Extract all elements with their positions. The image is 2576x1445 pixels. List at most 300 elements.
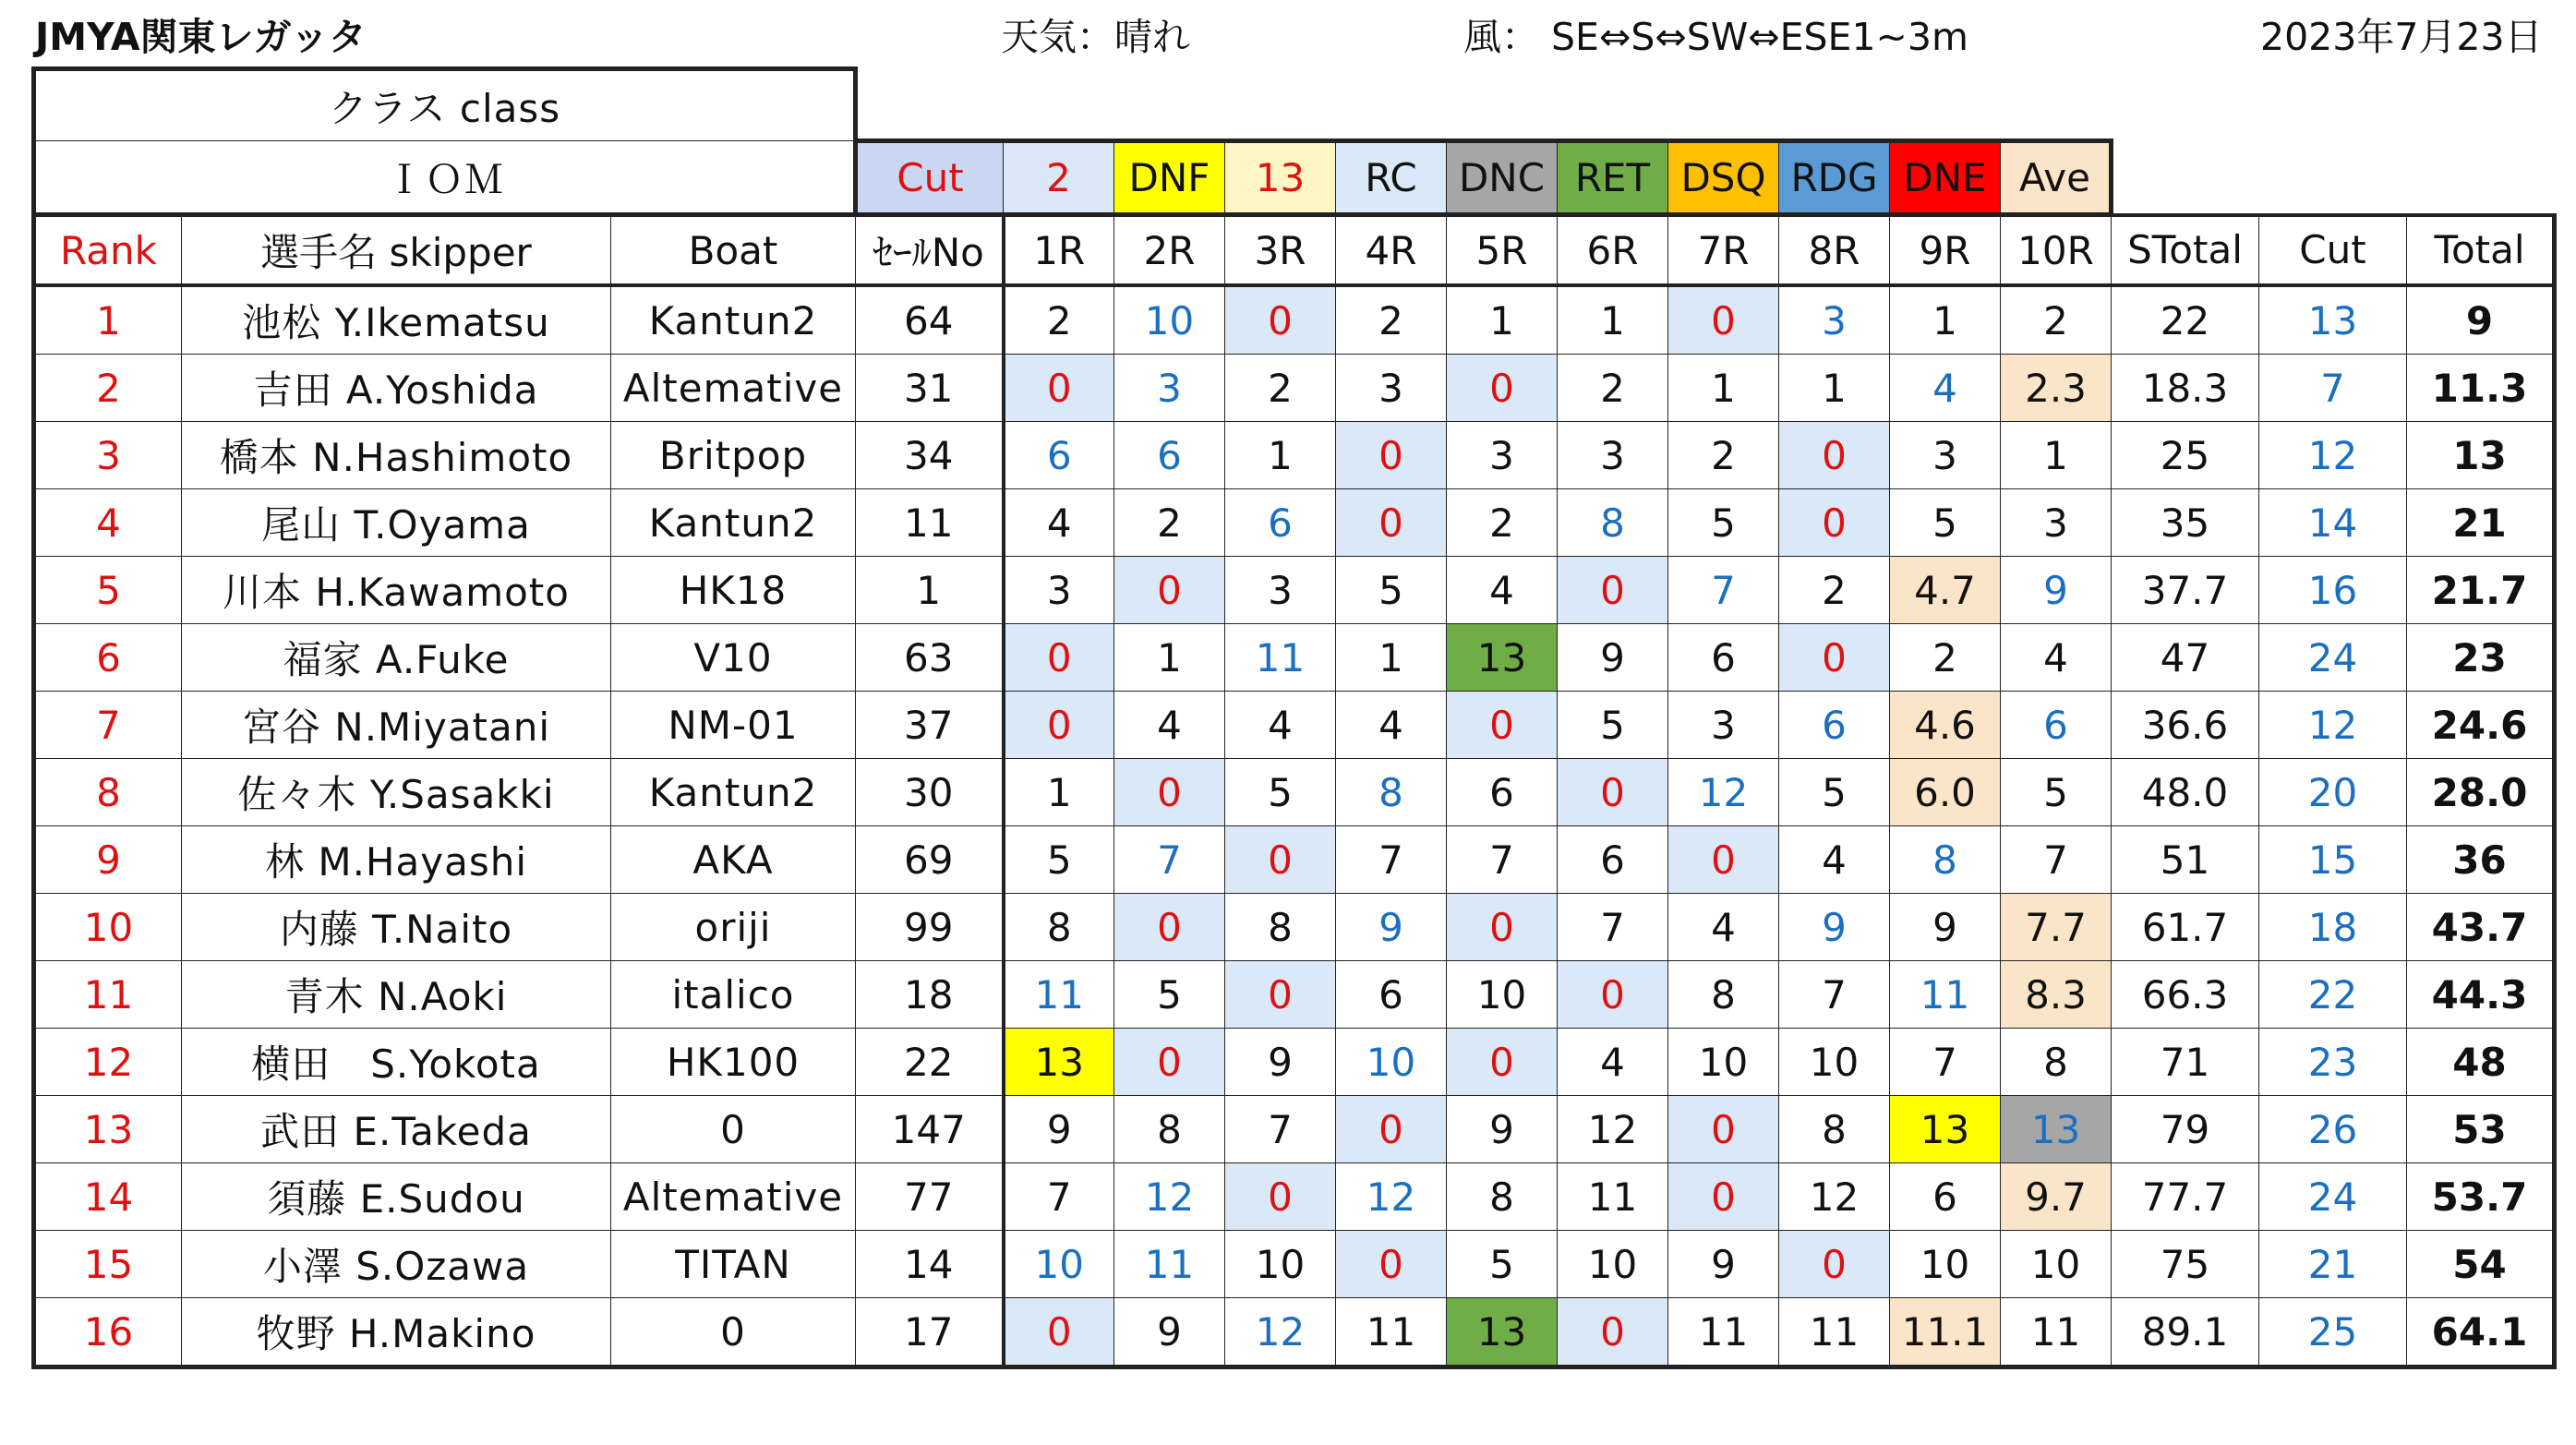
race-1-score: 7 <box>1004 1163 1114 1231</box>
boat-cell: Altemative <box>611 1163 856 1231</box>
total-cell: 9 <box>2407 285 2555 355</box>
race-7-score: 0 <box>1668 1096 1779 1163</box>
result-row <box>34 355 2555 422</box>
boat-cell: HK100 <box>611 1029 856 1096</box>
race-2-score: 3 <box>1114 355 1225 422</box>
race-7-score: 5 <box>1668 489 1779 557</box>
race-5-score: 0 <box>1447 894 1558 961</box>
sail-number-cell: 18 <box>856 961 1004 1029</box>
results-table <box>31 66 2557 1369</box>
skipper-cell: 吉田 A.Yoshida <box>182 355 611 422</box>
race-8-score: 6 <box>1779 692 1890 759</box>
result-row <box>34 557 2555 624</box>
skipper-cell: 牧野 H.Makino <box>182 1298 611 1367</box>
race-5-score: 0 <box>1447 355 1558 422</box>
race-1-score: 4 <box>1004 489 1114 557</box>
race-2-score: 7 <box>1114 826 1225 894</box>
wind-text: 風： SE⇔S⇔SW⇔ESE1~3m <box>1463 15 1968 59</box>
race-10-score: 8.3 <box>2001 961 2112 1029</box>
race-9-score: 5 <box>1890 489 2001 557</box>
race-2-score: 0 <box>1114 894 1225 961</box>
rank-cell: 10 <box>34 894 182 961</box>
race-4-score: 0 <box>1336 1231 1447 1298</box>
race-7-score: 4 <box>1668 894 1779 961</box>
stotal-cell: 37.7 <box>2112 557 2259 624</box>
race-2-score: 9 <box>1114 1298 1225 1367</box>
cut-cell: 26 <box>2259 1096 2407 1163</box>
class-value: ＩＯＭ <box>34 141 856 215</box>
race-6-score: 0 <box>1558 961 1668 1029</box>
stotal-cell: 79 <box>2112 1096 2259 1163</box>
total-cell: 23 <box>2407 624 2555 692</box>
column-header: 2R <box>1114 215 1225 286</box>
rank-cell: 11 <box>34 961 182 1029</box>
total-cell: 21.7 <box>2407 557 2555 624</box>
race-2-score: 11 <box>1114 1231 1225 1298</box>
race-7-score: 3 <box>1668 692 1779 759</box>
rank-cell: 15 <box>34 1231 182 1298</box>
race-8-score: 0 <box>1779 489 1890 557</box>
boat-cell: italico <box>611 961 856 1029</box>
race-6-score: 4 <box>1558 1029 1668 1096</box>
race-4-score: 8 <box>1336 759 1447 826</box>
skipper-cell: 宮谷 N.Miyatani <box>182 692 611 759</box>
race-9-score: 7 <box>1890 1029 2001 1096</box>
rank-cell: 12 <box>34 1029 182 1096</box>
race-4-score: 11 <box>1336 1298 1447 1367</box>
race-4-score: 0 <box>1336 422 1447 489</box>
total-cell: 54 <box>2407 1231 2555 1298</box>
stotal-cell: 18.3 <box>2112 355 2259 422</box>
race-6-score: 0 <box>1558 557 1668 624</box>
cut-cell: 15 <box>2259 826 2407 894</box>
race-2-score: 0 <box>1114 759 1225 826</box>
result-row <box>34 1029 2555 1096</box>
race-9-score: 1 <box>1890 285 2001 355</box>
legend-cut-swatch: Cut <box>856 141 1004 215</box>
race-2-score: 8 <box>1114 1096 1225 1163</box>
legend-ave-swatch: Ave <box>2001 141 2112 215</box>
cut-cell: 18 <box>2259 894 2407 961</box>
race-4-score: 3 <box>1336 355 1447 422</box>
race-9-score: 11 <box>1890 961 2001 1029</box>
race-8-score: 11 <box>1779 1298 1890 1367</box>
race-10-score: 2 <box>2001 285 2112 355</box>
race-1-score: 2 <box>1004 285 1114 355</box>
race-10-score: 10 <box>2001 1231 2112 1298</box>
sail-number-cell: 17 <box>856 1298 1004 1367</box>
race-7-score: 7 <box>1668 557 1779 624</box>
total-cell: 36 <box>2407 826 2555 894</box>
race-6-score: 0 <box>1558 759 1668 826</box>
legend-dnc-swatch: DNC <box>1447 141 1558 215</box>
total-cell: 11.3 <box>2407 355 2555 422</box>
sail-number-cell: 77 <box>856 1163 1004 1231</box>
result-row <box>34 624 2555 692</box>
race-5-score: 1 <box>1447 285 1558 355</box>
race-5-score: 2 <box>1447 489 1558 557</box>
results-sheet <box>31 66 2557 1369</box>
cut-cell: 21 <box>2259 1231 2407 1298</box>
legend-rdg-swatch: RDG <box>1779 141 1890 215</box>
sail-number-cell: 30 <box>856 759 1004 826</box>
race-2-score: 10 <box>1114 285 1225 355</box>
total-cell: 28.0 <box>2407 759 2555 826</box>
race-2-score: 1 <box>1114 624 1225 692</box>
stotal-cell: 48.0 <box>2112 759 2259 826</box>
legend-2-swatch: 2 <box>1004 141 1114 215</box>
weather-text: 天気：晴れ <box>1001 15 1190 59</box>
cut-cell: 24 <box>2259 624 2407 692</box>
skipper-cell: 橋本 N.Hashimoto <box>182 422 611 489</box>
race-3-score: 11 <box>1225 624 1336 692</box>
race-8-score: 0 <box>1779 422 1890 489</box>
race-1-score: 0 <box>1004 1298 1114 1367</box>
race-5-score: 3 <box>1447 422 1558 489</box>
race-4-score: 5 <box>1336 557 1447 624</box>
rank-cell: 9 <box>34 826 182 894</box>
boat-cell: Altemative <box>611 355 856 422</box>
cut-cell: 12 <box>2259 692 2407 759</box>
rank-cell: 7 <box>34 692 182 759</box>
race-6-score: 2 <box>1558 355 1668 422</box>
boat-cell: oriji <box>611 894 856 961</box>
race-3-score: 12 <box>1225 1298 1336 1367</box>
race-6-score: 9 <box>1558 624 1668 692</box>
column-header: 3R <box>1225 215 1336 286</box>
legend-13-swatch: 13 <box>1225 141 1336 215</box>
race-6-score: 1 <box>1558 285 1668 355</box>
result-row <box>34 759 2555 826</box>
result-row <box>34 692 2555 759</box>
race-9-score: 11.1 <box>1890 1298 2001 1367</box>
race-6-score: 12 <box>1558 1096 1668 1163</box>
race-7-score: 9 <box>1668 1231 1779 1298</box>
race-10-score: 9 <box>2001 557 2112 624</box>
column-header: ｾｰﾙNo <box>856 215 1004 286</box>
race-3-score: 4 <box>1225 692 1336 759</box>
boat-cell: 0 <box>611 1096 856 1163</box>
race-1-score: 5 <box>1004 826 1114 894</box>
race-2-score: 2 <box>1114 489 1225 557</box>
race-9-score: 10 <box>1890 1231 2001 1298</box>
result-row <box>34 826 2555 894</box>
total-cell: 44.3 <box>2407 961 2555 1029</box>
stotal-cell: 66.3 <box>2112 961 2259 1029</box>
stotal-cell: 36.6 <box>2112 692 2259 759</box>
race-8-score: 4 <box>1779 826 1890 894</box>
race-8-score: 8 <box>1779 1096 1890 1163</box>
skipper-cell: 池松 Y.Ikematsu <box>182 285 611 355</box>
column-header: 9R <box>1890 215 2001 286</box>
rank-cell: 1 <box>34 285 182 355</box>
race-6-score: 8 <box>1558 489 1668 557</box>
result-row <box>34 489 2555 557</box>
race-5-score: 0 <box>1447 1029 1558 1096</box>
total-cell: 13 <box>2407 422 2555 489</box>
class-label: クラス class <box>34 69 856 141</box>
boat-cell: Britpop <box>611 422 856 489</box>
race-5-score: 7 <box>1447 826 1558 894</box>
race-7-score: 0 <box>1668 285 1779 355</box>
race-8-score: 1 <box>1779 355 1890 422</box>
result-row <box>34 285 2555 355</box>
race-6-score: 7 <box>1558 894 1668 961</box>
race-6-score: 5 <box>1558 692 1668 759</box>
column-header: 1R <box>1004 215 1114 286</box>
race-10-score: 11 <box>2001 1298 2112 1367</box>
race-2-score: 0 <box>1114 557 1225 624</box>
race-9-score: 2 <box>1890 624 2001 692</box>
result-row <box>34 1231 2555 1298</box>
race-3-score: 8 <box>1225 894 1336 961</box>
race-9-score: 6 <box>1890 1163 2001 1231</box>
column-header: 選手名 skipper <box>182 215 611 286</box>
sail-number-cell: 69 <box>856 826 1004 894</box>
cut-cell: 23 <box>2259 1029 2407 1096</box>
stotal-cell: 35 <box>2112 489 2259 557</box>
stotal-cell: 22 <box>2112 285 2259 355</box>
stotal-cell: 89.1 <box>2112 1298 2259 1367</box>
skipper-cell: 佐々木 Y.Sasakki <box>182 759 611 826</box>
race-10-score: 6 <box>2001 692 2112 759</box>
race-4-score: 6 <box>1336 961 1447 1029</box>
rank-cell: 8 <box>34 759 182 826</box>
race-5-score: 8 <box>1447 1163 1558 1231</box>
race-7-score: 12 <box>1668 759 1779 826</box>
sail-number-cell: 64 <box>856 285 1004 355</box>
skipper-cell: 小澤 S.Ozawa <box>182 1231 611 1298</box>
result-row <box>34 422 2555 489</box>
race-1-score: 10 <box>1004 1231 1114 1298</box>
race-4-score: 2 <box>1336 285 1447 355</box>
race-9-score: 6.0 <box>1890 759 2001 826</box>
skipper-cell: 福家 A.Fuke <box>182 624 611 692</box>
legend-dne-swatch: DNE <box>1890 141 2001 215</box>
race-10-score: 13 <box>2001 1096 2112 1163</box>
column-header: 8R <box>1779 215 1890 286</box>
race-4-score: 12 <box>1336 1163 1447 1231</box>
race-2-score: 4 <box>1114 692 1225 759</box>
race-3-score: 6 <box>1225 489 1336 557</box>
cut-cell: 22 <box>2259 961 2407 1029</box>
total-cell: 53 <box>2407 1096 2555 1163</box>
column-header: STotal <box>2112 215 2259 286</box>
race-1-score: 9 <box>1004 1096 1114 1163</box>
race-7-score: 8 <box>1668 961 1779 1029</box>
race-9-score: 8 <box>1890 826 2001 894</box>
race-4-score: 4 <box>1336 692 1447 759</box>
race-1-score: 11 <box>1004 961 1114 1029</box>
race-1-score: 0 <box>1004 692 1114 759</box>
column-header: 6R <box>1558 215 1668 286</box>
cut-cell: 20 <box>2259 759 2407 826</box>
race-3-score: 0 <box>1225 1163 1336 1231</box>
column-header: Rank <box>34 215 182 286</box>
stotal-cell: 47 <box>2112 624 2259 692</box>
race-7-score: 11 <box>1668 1298 1779 1367</box>
race-4-score: 1 <box>1336 624 1447 692</box>
cut-cell: 24 <box>2259 1163 2407 1231</box>
cut-cell: 14 <box>2259 489 2407 557</box>
race-3-score: 5 <box>1225 759 1336 826</box>
race-6-score: 6 <box>1558 826 1668 894</box>
boat-cell: Kantun2 <box>611 489 856 557</box>
skipper-cell: 林 M.Hayashi <box>182 826 611 894</box>
event-title: JMYA関東レガッタ <box>35 15 367 59</box>
column-header: 10R <box>2001 215 2112 286</box>
result-row <box>34 1096 2555 1163</box>
race-10-score: 2.3 <box>2001 355 2112 422</box>
empty-cell <box>2112 141 2555 215</box>
stotal-cell: 25 <box>2112 422 2259 489</box>
sail-number-cell: 37 <box>856 692 1004 759</box>
sail-number-cell: 31 <box>856 355 1004 422</box>
cut-cell: 12 <box>2259 422 2407 489</box>
race-7-score: 0 <box>1668 1163 1779 1231</box>
race-10-score: 1 <box>2001 422 2112 489</box>
stotal-cell: 75 <box>2112 1231 2259 1298</box>
total-cell: 43.7 <box>2407 894 2555 961</box>
column-header: 5R <box>1447 215 1558 286</box>
legend-dnf-swatch: DNF <box>1114 141 1225 215</box>
rank-cell: 2 <box>34 355 182 422</box>
result-row <box>34 1298 2555 1367</box>
race-7-score: 0 <box>1668 826 1779 894</box>
race-6-score: 3 <box>1558 422 1668 489</box>
skipper-cell: 青木 N.Aoki <box>182 961 611 1029</box>
legend-dsq-swatch: DSQ <box>1668 141 1779 215</box>
boat-cell: Kantun2 <box>611 285 856 355</box>
column-header: 4R <box>1336 215 1447 286</box>
skipper-cell: 川本 H.Kawamoto <box>182 557 611 624</box>
race-4-score: 0 <box>1336 489 1447 557</box>
legend-ret-swatch: RET <box>1558 141 1668 215</box>
race-10-score: 5 <box>2001 759 2112 826</box>
race-8-score: 5 <box>1779 759 1890 826</box>
race-8-score: 9 <box>1779 894 1890 961</box>
race-9-score: 4 <box>1890 355 2001 422</box>
boat-cell: 0 <box>611 1298 856 1367</box>
boat-cell: AKA <box>611 826 856 894</box>
race-2-score: 5 <box>1114 961 1225 1029</box>
rank-cell: 4 <box>34 489 182 557</box>
boat-cell: Kantun2 <box>611 759 856 826</box>
legend-rc-swatch: RC <box>1336 141 1447 215</box>
total-cell: 24.6 <box>2407 692 2555 759</box>
stotal-cell: 77.7 <box>2112 1163 2259 1231</box>
race-8-score: 7 <box>1779 961 1890 1029</box>
race-9-score: 3 <box>1890 422 2001 489</box>
race-5-score: 9 <box>1447 1096 1558 1163</box>
race-2-score: 0 <box>1114 1029 1225 1096</box>
race-5-score: 5 <box>1447 1231 1558 1298</box>
race-5-score: 10 <box>1447 961 1558 1029</box>
result-row <box>34 894 2555 961</box>
empty-cell <box>856 69 2555 141</box>
race-1-score: 0 <box>1004 624 1114 692</box>
race-9-score: 13 <box>1890 1096 2001 1163</box>
race-4-score: 7 <box>1336 826 1447 894</box>
column-header: 7R <box>1668 215 1779 286</box>
race-6-score: 0 <box>1558 1298 1668 1367</box>
race-9-score: 9 <box>1890 894 2001 961</box>
race-3-score: 7 <box>1225 1096 1336 1163</box>
race-7-score: 6 <box>1668 624 1779 692</box>
race-7-score: 10 <box>1668 1029 1779 1096</box>
race-6-score: 11 <box>1558 1163 1668 1231</box>
race-5-score: 6 <box>1447 759 1558 826</box>
race-5-score: 13 <box>1447 624 1558 692</box>
cut-cell: 7 <box>2259 355 2407 422</box>
race-8-score: 0 <box>1779 624 1890 692</box>
race-10-score: 9.7 <box>2001 1163 2112 1231</box>
rank-cell: 16 <box>34 1298 182 1367</box>
race-3-score: 9 <box>1225 1029 1336 1096</box>
cut-cell: 16 <box>2259 557 2407 624</box>
sail-number-cell: 11 <box>856 489 1004 557</box>
boat-cell: NM-01 <box>611 692 856 759</box>
column-header: Boat <box>611 215 856 286</box>
race-1-score: 3 <box>1004 557 1114 624</box>
date-text: 2023年7月23日 <box>2260 15 2543 59</box>
stotal-cell: 61.7 <box>2112 894 2259 961</box>
race-4-score: 9 <box>1336 894 1447 961</box>
stotal-cell: 71 <box>2112 1029 2259 1096</box>
sail-number-cell: 63 <box>856 624 1004 692</box>
race-8-score: 12 <box>1779 1163 1890 1231</box>
race-5-score: 0 <box>1447 692 1558 759</box>
race-3-score: 0 <box>1225 826 1336 894</box>
result-row <box>34 961 2555 1029</box>
total-cell: 21 <box>2407 489 2555 557</box>
race-10-score: 7 <box>2001 826 2112 894</box>
sail-number-cell: 1 <box>856 557 1004 624</box>
race-5-score: 13 <box>1447 1298 1558 1367</box>
race-8-score: 3 <box>1779 285 1890 355</box>
sail-number-cell: 34 <box>856 422 1004 489</box>
race-10-score: 4 <box>2001 624 2112 692</box>
race-10-score: 3 <box>2001 489 2112 557</box>
race-10-score: 7.7 <box>2001 894 2112 961</box>
race-8-score: 2 <box>1779 557 1890 624</box>
skipper-cell: 内藤 T.Naito <box>182 894 611 961</box>
race-9-score: 4.7 <box>1890 557 2001 624</box>
race-1-score: 1 <box>1004 759 1114 826</box>
boat-cell: TITAN <box>611 1231 856 1298</box>
sail-number-cell: 99 <box>856 894 1004 961</box>
sail-number-cell: 147 <box>856 1096 1004 1163</box>
race-3-score: 2 <box>1225 355 1336 422</box>
rank-cell: 3 <box>34 422 182 489</box>
result-row <box>34 1163 2555 1231</box>
race-8-score: 0 <box>1779 1231 1890 1298</box>
race-8-score: 10 <box>1779 1029 1890 1096</box>
race-9-score: 4.6 <box>1890 692 2001 759</box>
rank-cell: 6 <box>34 624 182 692</box>
total-cell: 64.1 <box>2407 1298 2555 1367</box>
race-3-score: 0 <box>1225 285 1336 355</box>
sail-number-cell: 14 <box>856 1231 1004 1298</box>
skipper-cell: 尾山 T.Oyama <box>182 489 611 557</box>
race-7-score: 2 <box>1668 422 1779 489</box>
race-6-score: 10 <box>1558 1231 1668 1298</box>
column-header: Cut <box>2259 215 2407 286</box>
race-3-score: 1 <box>1225 422 1336 489</box>
race-1-score: 6 <box>1004 422 1114 489</box>
cut-cell: 13 <box>2259 285 2407 355</box>
stotal-cell: 51 <box>2112 826 2259 894</box>
